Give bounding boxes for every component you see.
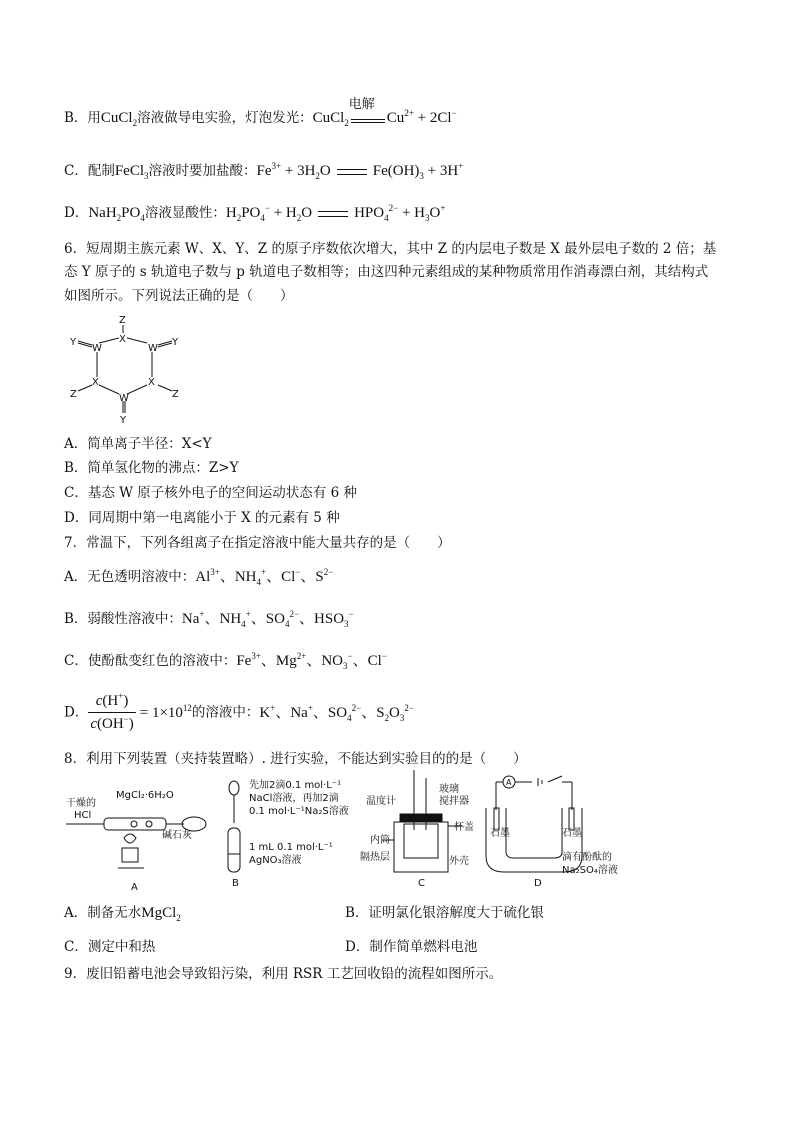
- q6-option-a: A．简单离子半径：X<Y: [64, 436, 212, 452]
- label-phenolphthalein: 滴有酚酞的: [562, 852, 612, 863]
- q6-option-d: D．同周期中第一电离能小于 X 的元素有 5 种: [64, 510, 340, 526]
- label-mgcl2-hydrate: MgCl₂·6H₂O: [116, 790, 174, 801]
- svg-text:W: W: [148, 343, 158, 354]
- label-agno3: AgNO₃溶液: [249, 855, 302, 866]
- label-na2so4: Na₂SO₄溶液: [562, 865, 618, 876]
- q5-option-c: C．配制FeCl$_3$溶液时要加盐酸：$Fe^{3+} + 3H_2O$ $Fe(OH)_3 + 3H^+$: [64, 161, 464, 181]
- label-glass: 玻璃: [439, 784, 459, 795]
- q7-option-d: D． $\frac{c(H^+)}{c(OH^-)}$ = $1\times 10^{12}$的溶液中：K+、Na+、$SO_4^{2-}$、$S_2O_3^{2-}$: [64, 690, 414, 735]
- label-b-step3: 0.1 mol·L⁻¹Na₂S溶液: [249, 806, 349, 817]
- q8-option-c: C．测定中和热: [64, 939, 156, 955]
- q8-option-d: D．制作简单燃料电池: [345, 939, 478, 955]
- label-insulation: 隔热层: [360, 852, 390, 863]
- fig-label-c: C: [418, 878, 425, 889]
- reversible-arrow: [318, 210, 348, 218]
- q5-option-b: B．用CuCl$_2$溶液做导电实验，灯泡发光：CuCl$_2$ 电解 $Cu^{2+} + 2Cl^-$: [64, 96, 457, 128]
- q7-option-c: C．使酚酞变红色的溶液中：$Fe^{3+}$、$Mg^{2+}$、$NO_3^-$、Cl−: [64, 651, 387, 671]
- svg-text:Z: Z: [172, 389, 179, 400]
- label-dry-hcl: 干燥的: [66, 798, 96, 809]
- label-inner-cup: 内筒: [370, 835, 390, 846]
- svg-text:X: X: [92, 377, 99, 388]
- label-b-volume: 1 mL 0.1 mol·L⁻¹: [249, 842, 333, 853]
- label-b-step1: 先加2滴0.1 mol·L⁻¹: [249, 780, 342, 791]
- q6-option-b: B．简单氢化物的沸点：Z>Y: [64, 460, 239, 476]
- ammeter-icon: A: [506, 778, 512, 787]
- q6-option-c: C．基态 W 原子核外电子的空间运动状态有 6 种: [64, 485, 357, 501]
- q8-option-b: B．证明氯化银溶解度大于硫化银: [345, 905, 544, 921]
- fig-label-b: B: [232, 878, 239, 889]
- svg-text:Y: Y: [70, 337, 77, 348]
- q5-option-d: D．$NaH_2PO_4$溶液显酸性：$H_2PO_4^- + H_2O$ $HPO_4^{2-} + H_3O^+$: [64, 203, 446, 223]
- q8-option-a: A．制备无水MgCl$_2$: [64, 905, 181, 923]
- svg-text:X: X: [148, 377, 155, 388]
- concentration-ratio: $\frac{c(H^+)}{c(OH^-)}$: [90, 691, 134, 732]
- q8-apparatus-figure: [64, 768, 704, 893]
- svg-text:Z: Z: [119, 315, 126, 326]
- q6-stem-line3: 如图所示。下列说法正确的是（ ）: [64, 288, 294, 304]
- svg-text:Y: Y: [120, 415, 127, 426]
- label-stirrer: 搅拌器: [439, 796, 469, 807]
- svg-text:X: X: [119, 334, 126, 345]
- label-graphite-left: 石墨: [490, 828, 510, 839]
- label-lid: 杯盖: [454, 822, 474, 833]
- fig-label-d: D: [534, 878, 542, 889]
- q6-stem-line2: 态 Y 原子的 s 轨道电子数与 p 轨道电子数相等；由这四种元素组成的某种物质常用作消毒漂白剂，其结构式: [64, 264, 709, 280]
- electrolysis-arrow: 电解: [351, 115, 385, 123]
- label-thermometer: 温度计: [366, 796, 396, 807]
- svg-text:Y: Y: [172, 337, 179, 348]
- svg-text:Z: Z: [70, 389, 77, 400]
- q7-option-a: A．无色透明溶液中：$Al^{3+}$、$NH_4^+$、Cl−、$S^{2-}$: [64, 567, 334, 587]
- q8-stem: 8．利用下列装置（夹持装置略）. 进行实验，不能达到实验目的的是（ ）: [64, 751, 527, 767]
- label-hcl: HCl: [74, 810, 92, 821]
- fig-label-a: A: [131, 882, 138, 893]
- svg-text:W: W: [92, 343, 102, 354]
- q7-option-b: B．弱酸性溶液中：Na+、$NH_4^+$、$SO_4^{2-}$、$HSO_3^-$: [64, 609, 354, 629]
- label-outer-shell: 外壳: [449, 856, 469, 867]
- label-soda-lime: 碱石灰: [162, 830, 192, 841]
- q7-stem: 7．常温下，下列各组离子在指定溶液中能大量共存的是（ ）: [64, 535, 451, 551]
- q6-stem-line1: 6．短周期主族元素 W、X、Y、Z 的原子序数依次增大，其中 Z 的内层电子数是 X 最外层电子数的 2 倍；基: [64, 241, 717, 257]
- q9-stem: 9．废旧铅蓄电池会导致铅污染，利用 RSR 工艺回收铅的流程如图所示。: [64, 966, 503, 982]
- label-b-step2: NaCl溶液，再加2滴: [249, 793, 339, 804]
- label-graphite-right: 石墨: [562, 828, 582, 839]
- q6-structure-diagram: [64, 305, 194, 430]
- svg-text:W: W: [119, 393, 129, 404]
- reversible-arrow: [337, 168, 367, 176]
